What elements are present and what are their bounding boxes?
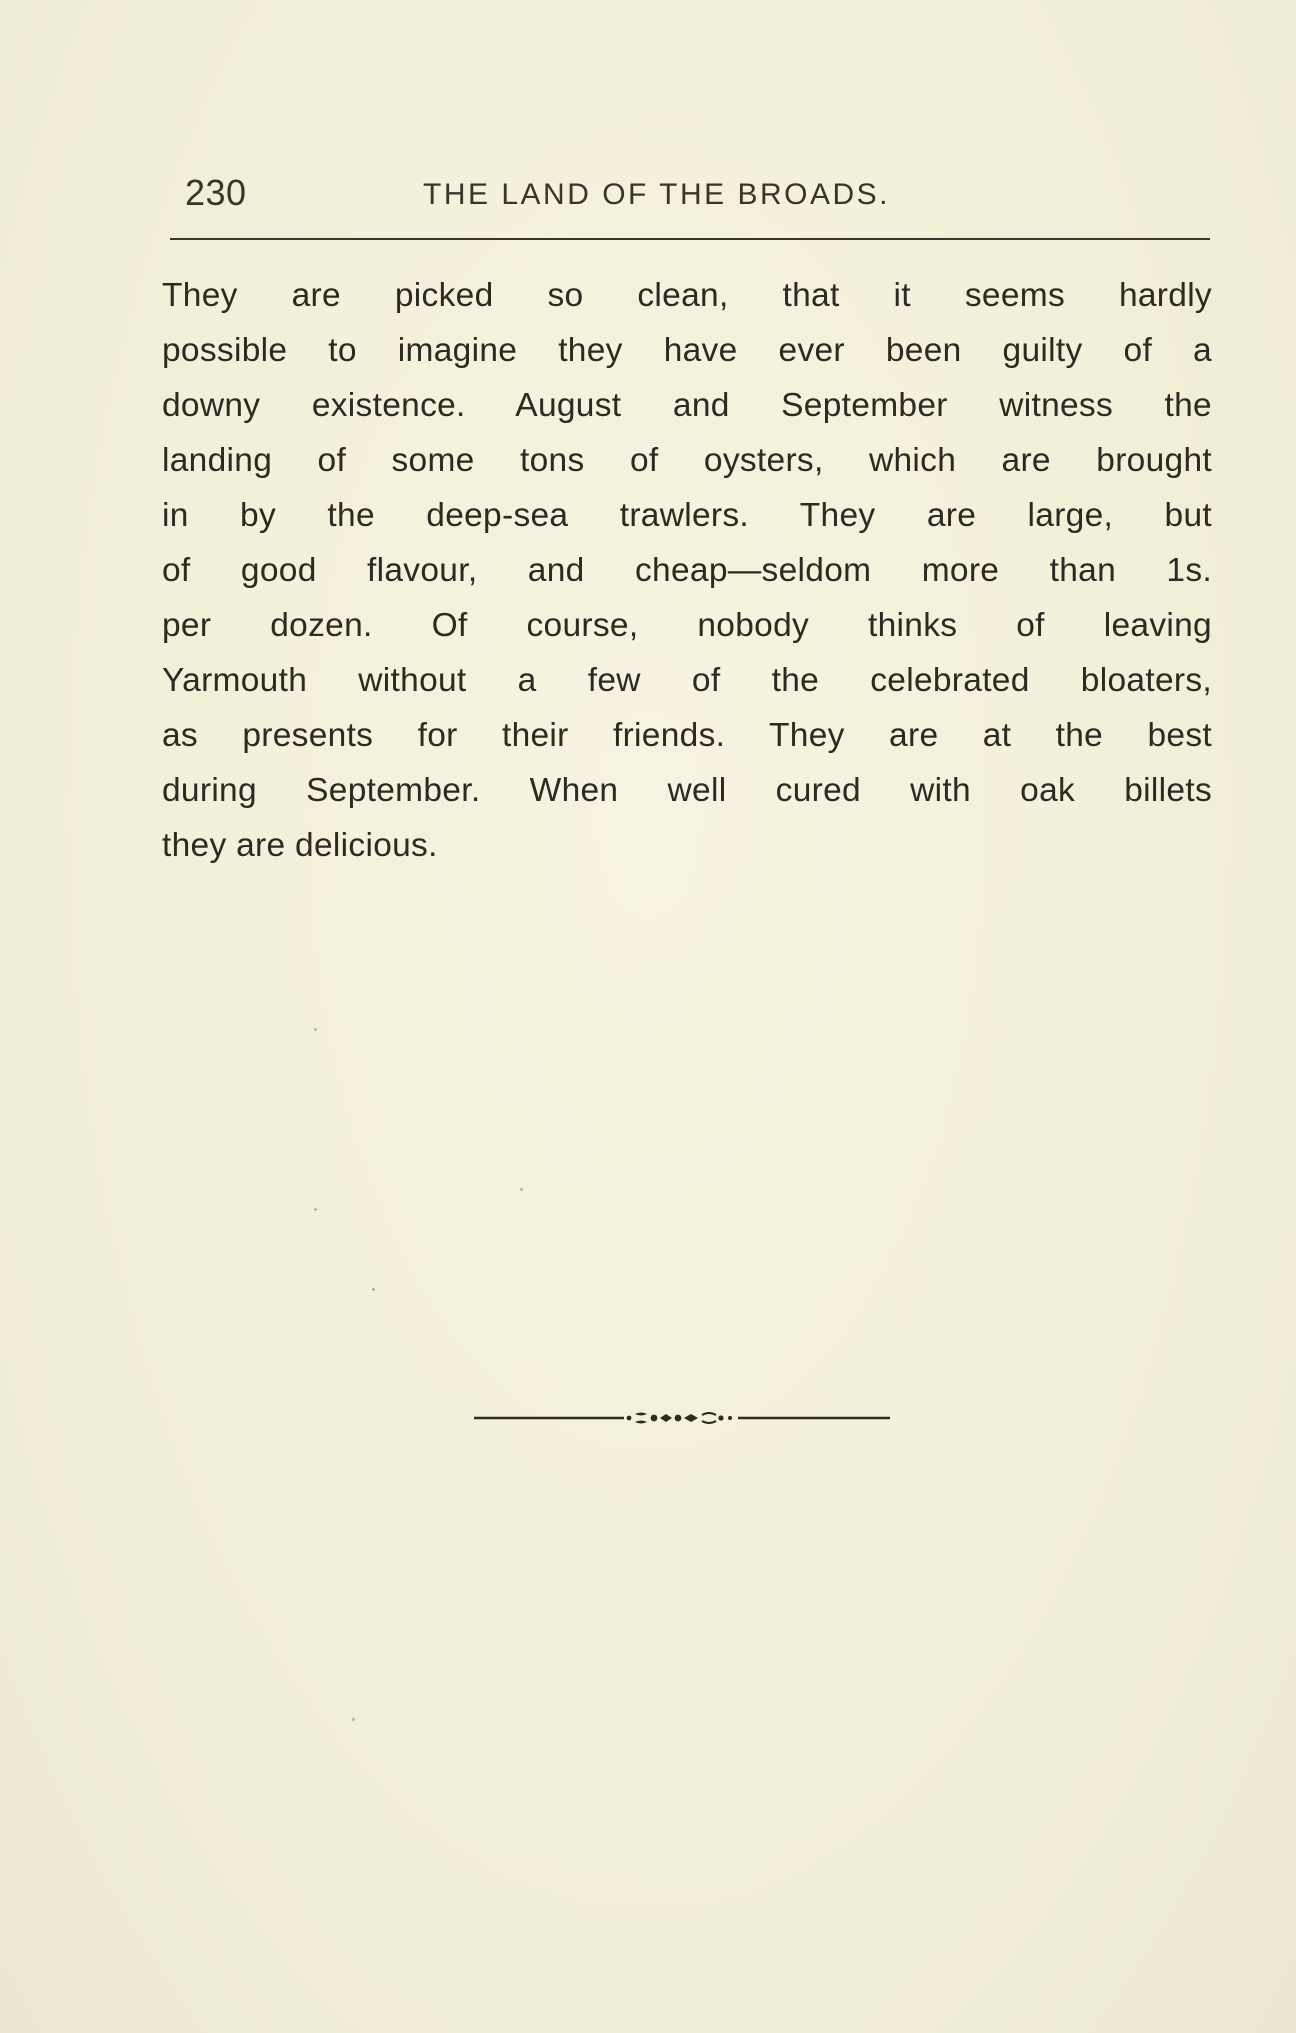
- body-text: [162, 268, 1212, 873]
- paper-speck: [372, 1288, 375, 1291]
- text-line: per dozen. Of course, nobody thinks of leaving: [162, 607, 1212, 644]
- text-line: during September. When well cured with oak billets: [162, 772, 1212, 809]
- page-number: 230: [185, 172, 247, 213]
- text-line: possible to imagine they have ever been guilty of a: [162, 332, 1212, 369]
- header-rule: [170, 238, 1210, 240]
- page-header: [185, 172, 1215, 222]
- tailpiece-ornament-icon: [474, 1410, 890, 1426]
- paper-speck: [352, 1718, 355, 1721]
- paper-speck: [520, 1188, 523, 1191]
- text-line: landing of some tons of oysters, which are brought: [162, 442, 1212, 479]
- text-line: Yarmouth without a few of the celebrated bloaters,: [162, 662, 1212, 699]
- running-title: THE LAND OF THE BROADS.: [423, 178, 891, 211]
- text-line: they are delicious.: [162, 827, 438, 864]
- text-line: They are picked so clean, that it seems hardly: [162, 277, 1212, 314]
- text-line: as presents for their friends. They are at the best: [162, 717, 1212, 754]
- text-line: downy existence. August and September witness the: [162, 387, 1212, 424]
- paper-speck: [314, 1208, 317, 1211]
- text-line: in by the deep-sea trawlers. They are large, but: [162, 497, 1212, 534]
- paper-speck: [314, 1028, 317, 1031]
- text-line: of good flavour, and cheap—seldom more than 1s.: [162, 552, 1212, 589]
